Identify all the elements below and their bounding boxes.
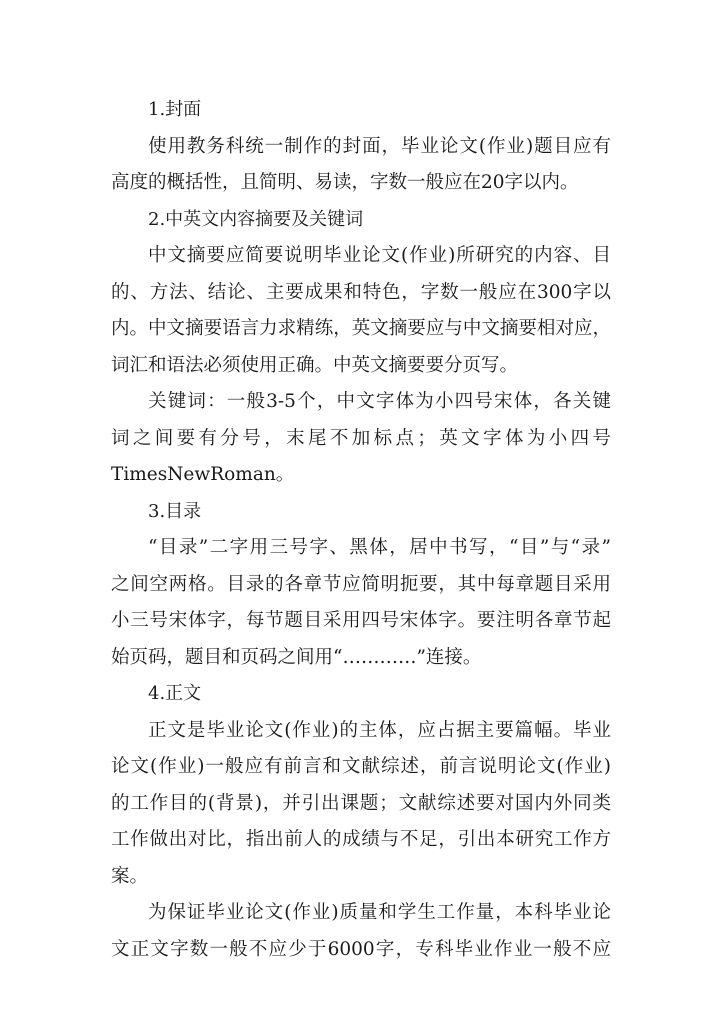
paragraph-body-main: [111, 713, 611, 896]
paragraph-line: 词之间要有分号，末尾不加标点；英文字体为小四号: [111, 427, 611, 449]
paragraph-line: 的工作目的(背景)，并引出课题；文献综述要对国内外同类: [111, 792, 611, 814]
paragraph-line: 始页码，题目和页码之间用“…………”连接。: [111, 646, 482, 668]
paragraph-line: 内。中文摘要语言力求精练，英文摘要应与中文摘要相对应，: [111, 318, 611, 339]
section-heading-abstract: 2.中英文内容摘要及关键词: [148, 208, 364, 230]
paragraph-cover: [111, 129, 611, 202]
paragraph-line: 词汇和语法必须使用正确。中英文摘要要分页写。: [111, 354, 519, 376]
paragraph-line: “目录”二字用三号字、黑体，居中书写，“目”与“录”: [148, 537, 611, 558]
paragraph-line: 案。: [111, 865, 149, 887]
paragraph-line: 小三号宋体字，每节题目采用四号宋体字。要注明各章节起: [111, 610, 611, 631]
paragraph-line: 之间空两格。目录的各章节应简明扼要，其中每章题目采用: [111, 573, 611, 595]
paragraph-toc: [111, 530, 611, 676]
paragraph-line: 为保证毕业论文(作业)质量和学生工作量，本科毕业论: [148, 902, 611, 923]
paragraph-line: 文正文字数一般不应少于6000字，专科毕业作业一般不应: [111, 938, 611, 960]
section-heading-cover: 1.封面: [148, 99, 202, 120]
paragraph-line: 使用教务科统一制作的封面，毕业论文(作业)题目应有: [148, 135, 611, 157]
paragraph-line: 论文(作业)一般应有前言和文献综述，前言说明论文(作业): [111, 756, 611, 777]
paragraph-line: 中文摘要应简要说明毕业论文(作业)所研究的内容、目: [148, 245, 611, 266]
paragraph-line: 的、方法、结论、主要成果和特色，字数一般应在300字以: [111, 281, 611, 303]
section-heading-toc: 3.目录: [148, 500, 202, 522]
section-heading-body: 4.正文: [148, 683, 202, 704]
document-body: [111, 92, 611, 968]
paragraph-line: 高度的概括性，且简明、易读，字数一般应在20字以内。: [111, 172, 579, 193]
paragraph-abstract: [111, 238, 611, 384]
paragraph-body-wordcount: [111, 895, 611, 968]
paragraph-line: TimesNewRoman。: [111, 464, 295, 485]
paragraph-line: 工作做出对比，指出前人的成绩与不足，引出本研究工作方: [111, 829, 611, 850]
paragraph-line: 关键词：一般3-5个，中文字体为小四号宋体，各关键: [148, 391, 611, 412]
paragraph-line: 正文是毕业论文(作业)的主体，应占据主要篇幅。毕业: [148, 719, 611, 741]
paragraph-keywords: [111, 384, 611, 494]
